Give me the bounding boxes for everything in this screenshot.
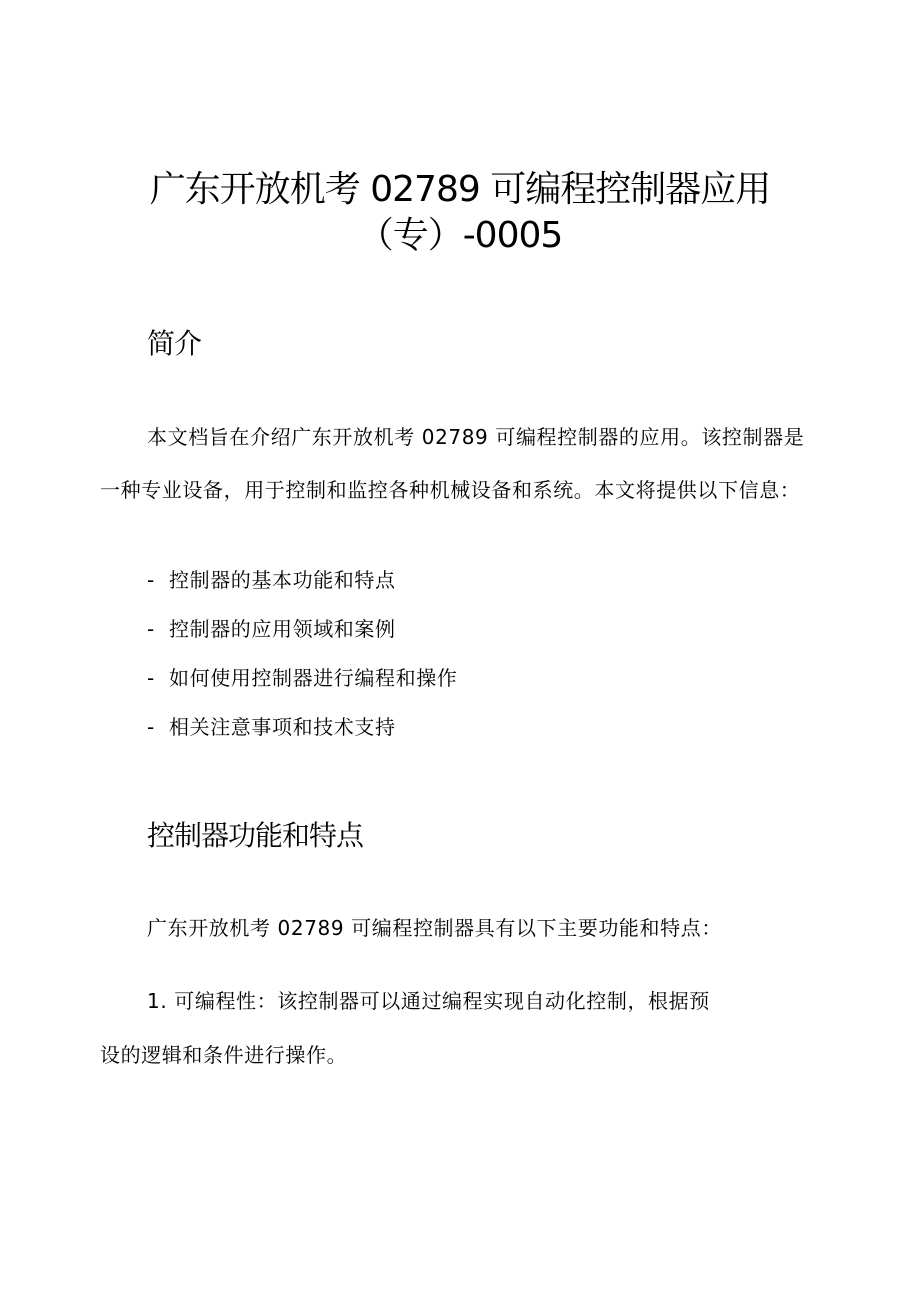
list-item-text: 如何使用控制器进行编程和操作 <box>169 666 458 690</box>
list-item <box>147 717 396 737</box>
list-item-text: 相关注意事项和技术支持 <box>169 715 396 739</box>
list-item-text: 控制器的应用领域和案例 <box>169 617 396 641</box>
features-intro: 广东开放机考 02789 可编程控制器具有以下主要功能和特点： <box>147 916 722 940</box>
list-bullet: - <box>147 617 155 641</box>
feature-item-1-line-1: 1. 可编程性：该控制器可以通过编程实现自动化控制，根据预 <box>147 989 710 1013</box>
list-bullet: - <box>147 715 155 739</box>
list-item <box>147 619 396 639</box>
document-title-line-1: 广东开放机考 02789 可编程控制器应用 <box>149 169 771 210</box>
list-item <box>147 570 396 590</box>
list-item-text: 控制器的基本功能和特点 <box>169 568 396 592</box>
intro-paragraph-line-1: 本文档旨在介绍广东开放机考 02789 可编程控制器的应用。该控制器是 <box>147 425 805 449</box>
section-heading-intro: 简介 <box>147 327 202 360</box>
intro-paragraph-line-2: 一种专业设备，用于控制和监控各种机械设备和系统。本文将提供以下信息： <box>100 478 801 502</box>
list-bullet: - <box>147 666 155 690</box>
feature-item-1-line-2: 设的逻辑和条件进行操作。 <box>100 1043 348 1067</box>
list-bullet: - <box>147 568 155 592</box>
section-heading-features: 控制器功能和特点 <box>147 819 364 852</box>
document-title-line-2: （专）-0005 <box>357 215 563 256</box>
list-item <box>147 668 457 688</box>
